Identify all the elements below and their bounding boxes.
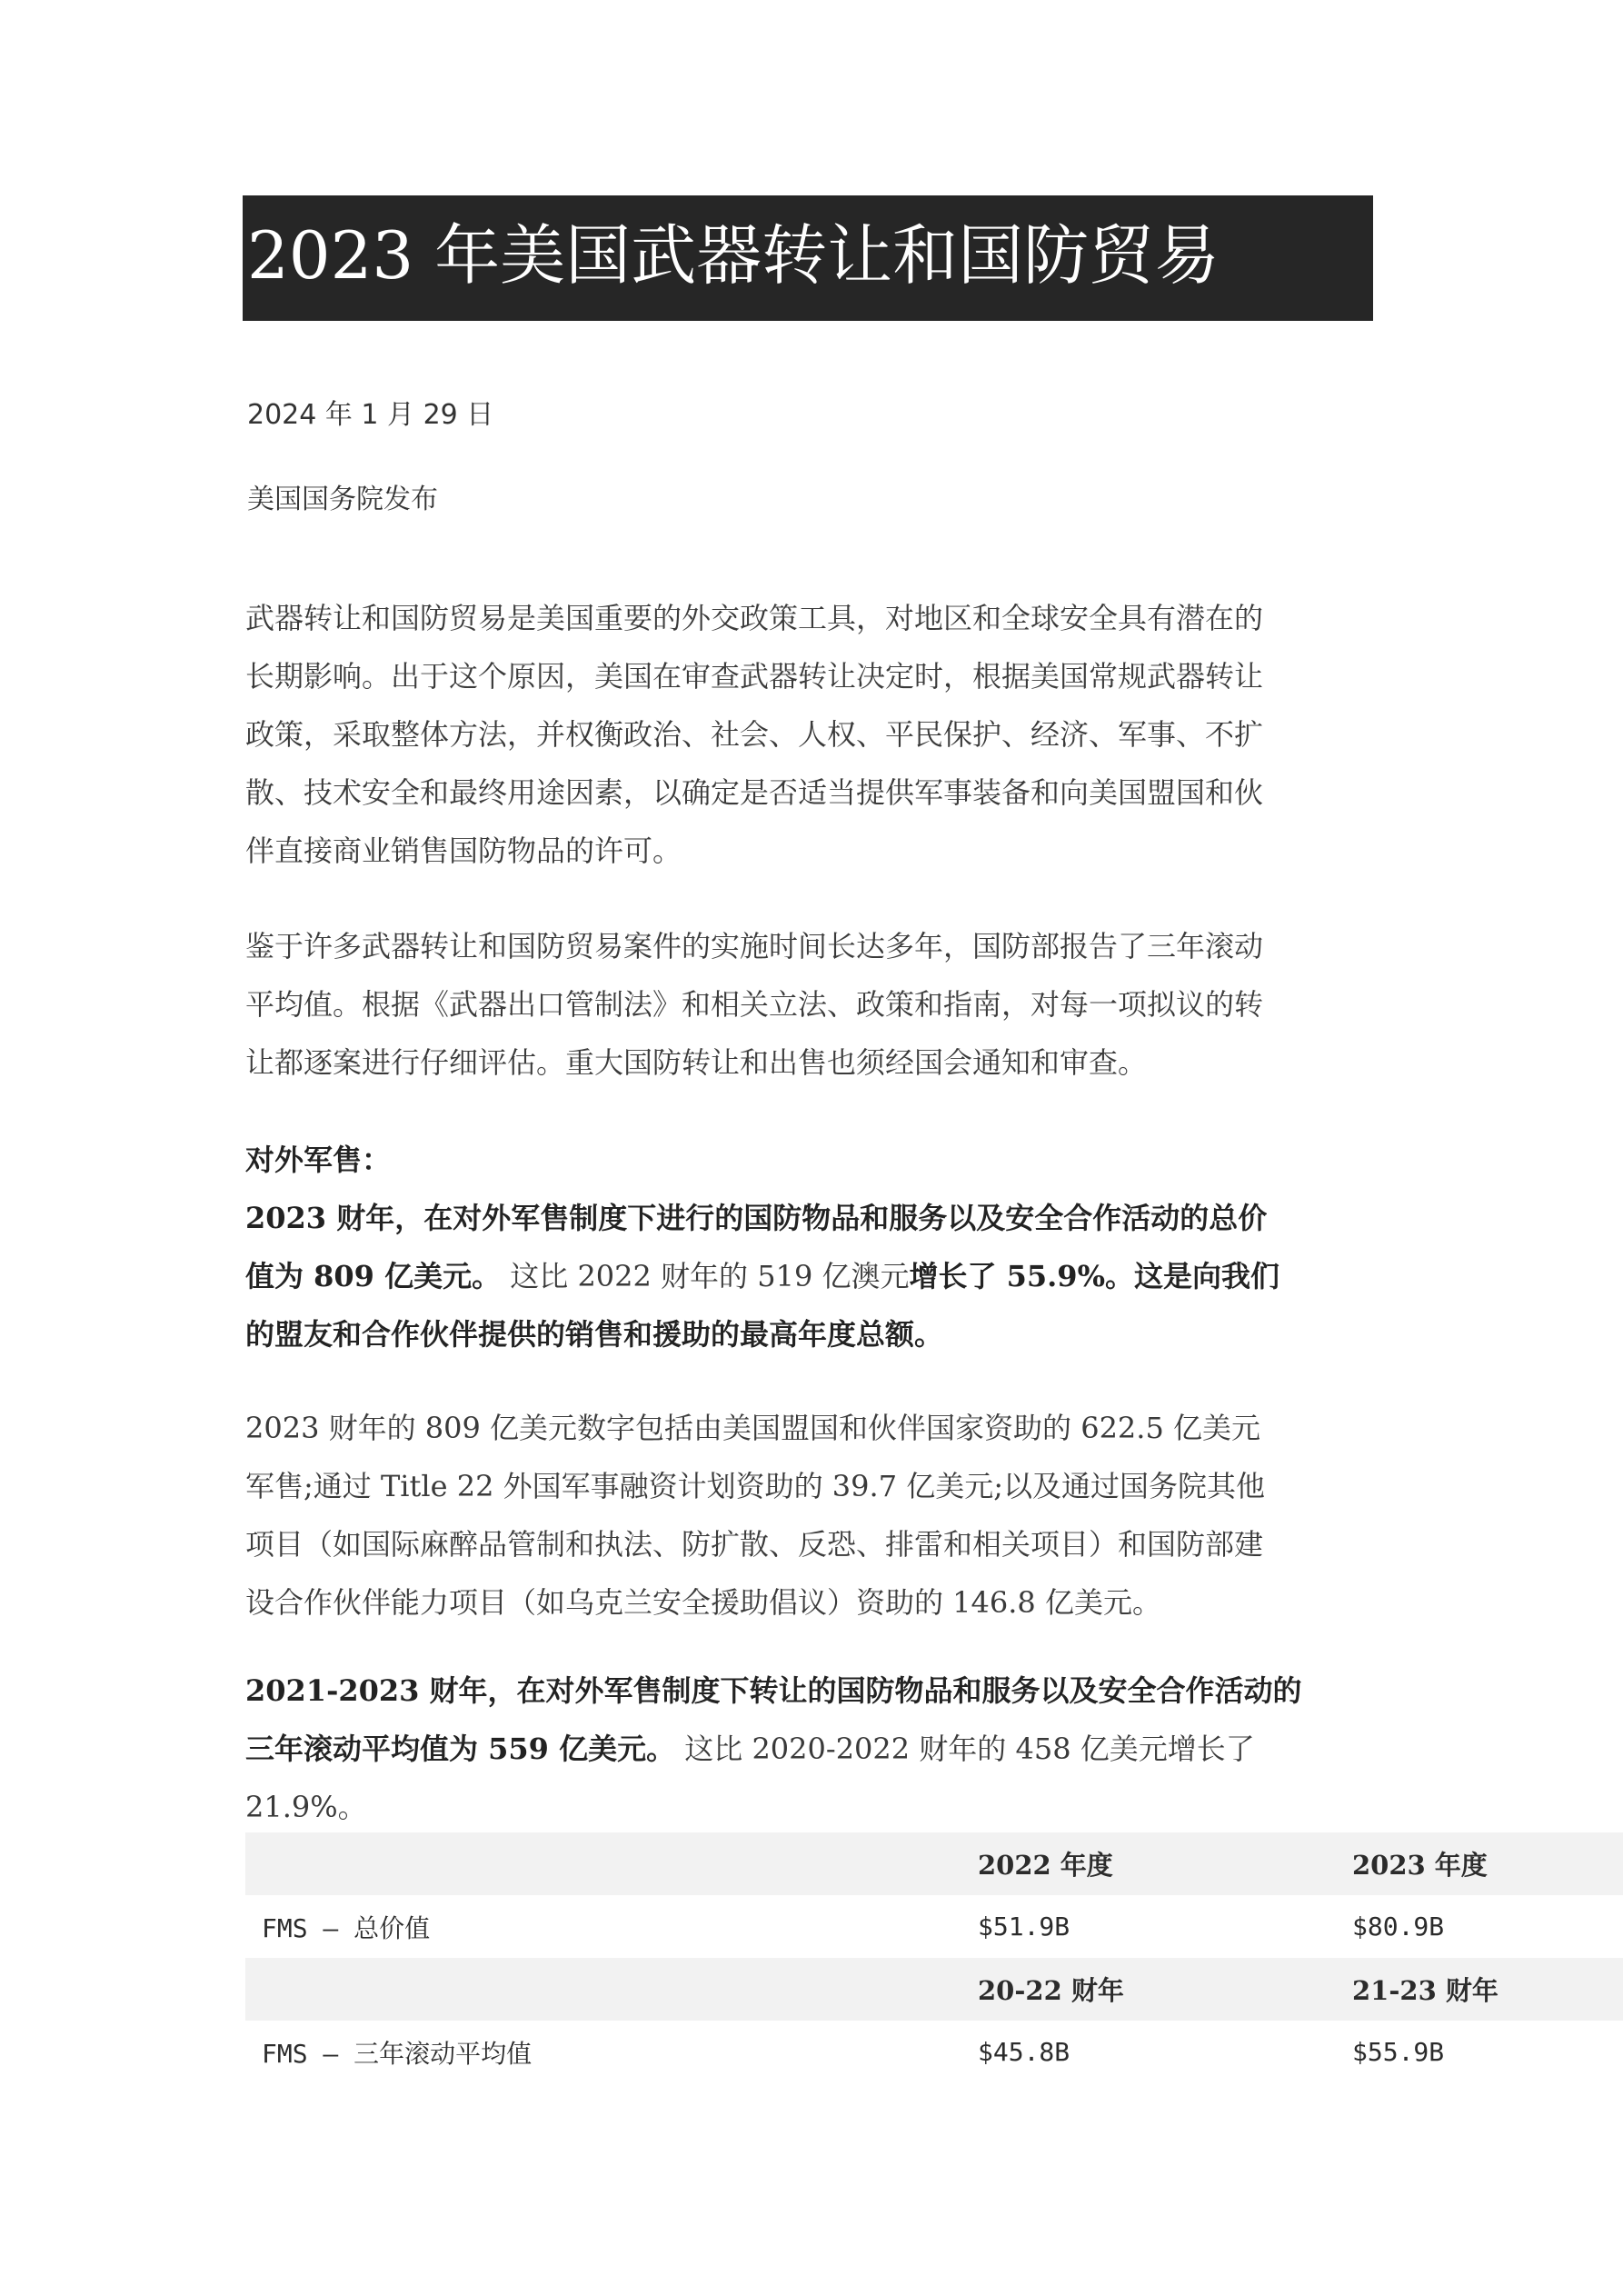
table-cell: $80.9B <box>1352 1912 1445 1942</box>
table-cell: $55.9B <box>1352 2037 1445 2067</box>
issuer-line: 美国国务院发布 <box>247 484 438 515</box>
table-column-header: 21-23 财年 <box>1352 1958 1623 2021</box>
paragraph-line: 鉴于许多武器转让和国防贸易案件的实施时间长达多年，国防部报告了三年滚动 <box>245 929 1264 963</box>
bold-text: 增长了 55.9%。这是向我们 <box>909 1259 1279 1293</box>
paragraph-line: 武器转让和国防贸易是美国重要的外交政策工具，对地区和全球安全具有潜在的 <box>245 601 1264 635</box>
fms-value-table <box>245 1832 1623 2083</box>
paragraph-line: 长期影响。出于这个原因，美国在审查武器转让决定时，根据美国常规武器转让 <box>245 659 1264 694</box>
table-row <box>245 1895 1623 1958</box>
table-cell <box>245 1832 978 1895</box>
section-heading: 对外军售： <box>245 1143 392 1177</box>
rolling-average-line: 21.9%。 <box>245 1790 367 1824</box>
fms-summary-line: 2023 财年，在对外军售制度下进行的国防物品和服务以及安全合作活动的总价 <box>245 1201 1268 1235</box>
paragraph-line: 伴直接商业销售国防物品的许可。 <box>245 834 682 868</box>
title-banner <box>243 195 1373 321</box>
fms-summary-line <box>245 1247 1372 1305</box>
rolling-average-line: 2021-2023 财年，在对外军售制度下转让的国防物品和服务以及安全合作活动的 <box>245 1673 1302 1708</box>
paragraph-line: 政策，采取整体方法，并权衡政治、社会、人权、平民保护、经济、军事、不扩 <box>245 717 1264 752</box>
rolling-average-line <box>245 1720 1372 1778</box>
table-header-row <box>245 1832 1623 1895</box>
paragraph-line: 项目（如国际麻醉品管制和执法、防扩散、反恐、排雷和相关项目）和国防部建 <box>245 1527 1264 1562</box>
paragraph-line: 散、技术安全和最终用途因素，以确定是否适当提供军事装备和向美国盟国和伙 <box>245 775 1264 810</box>
table-column-header: 2022 年度 <box>978 1832 1352 1895</box>
table-column-header: 2023 年度 <box>1352 1832 1623 1895</box>
fms-summary-line: 的盟友和合作伙伴提供的销售和援助的最高年度总额。 <box>245 1317 944 1352</box>
bold-text: 值为 809 亿美元。 <box>245 1259 502 1293</box>
paragraph-line: 让都逐案进行仔细评估。重大国防转让和出售也须经国会通知和审查。 <box>245 1045 1148 1080</box>
paragraph-line: 平均值。根据《武器出口管制法》和相关立法、政策和指南，对每一项拟议的转 <box>245 987 1264 1022</box>
breakdown-paragraph <box>245 1399 1372 1632</box>
fms-section <box>245 1131 1372 1363</box>
table-header-row <box>245 1958 1623 2021</box>
bold-text: 三年滚动平均值为 559 亿美元。 <box>245 1732 676 1766</box>
paragraph-line: 军售;通过 Title 22 外国军事融资计划资助的 39.7 亿美元;以及通过国务院其他 <box>245 1469 1266 1503</box>
normal-text: 这比 2022 财年的 519 亿澳元 <box>501 1259 910 1293</box>
rolling-average-paragraph <box>245 1662 1372 1836</box>
table-cell: $45.8B <box>978 2037 1070 2067</box>
publish-date: 2024 年 1 月 29 日 <box>247 399 494 431</box>
paragraph-line: 2023 财年的 809 亿美元数字包括由美国盟国和伙伴国家资助的 622.5 亿美元 <box>245 1411 1260 1445</box>
page-title: 2023 年美国武器转让和国防贸易 <box>247 217 1220 294</box>
table-row <box>245 2021 1623 2083</box>
paragraph-line: 设合作伙伴能力项目（如乌克兰安全援助倡议）资助的 146.8 亿美元。 <box>245 1585 1161 1620</box>
table-cell <box>245 1958 978 2021</box>
table-row-label: FMS — 三年滚动平均值 <box>262 2038 533 2069</box>
table-column-header: 20-22 财年 <box>978 1958 1352 2021</box>
reporting-paragraph <box>245 917 1372 1092</box>
table-row-label: FMS — 总价值 <box>262 1912 431 1943</box>
normal-text: 这比 2020-2022 财年的 458 亿美元增长了 <box>675 1732 1255 1766</box>
table-cell: $51.9B <box>978 1912 1070 1942</box>
intro-paragraph <box>245 589 1372 880</box>
